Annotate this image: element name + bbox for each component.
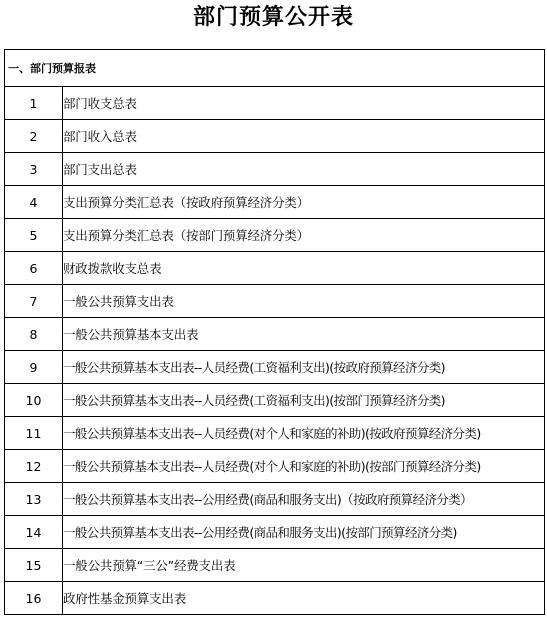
table-row bbox=[5, 582, 545, 615]
section-header-row bbox=[5, 50, 545, 87]
table-row bbox=[5, 120, 545, 153]
table-row bbox=[5, 285, 545, 318]
report-name: 一般公共预算基本支出表--人员经费(对个人和家庭的补助)(按政府预算经济分类) bbox=[63, 417, 545, 450]
table-row bbox=[5, 351, 545, 384]
report-name: 支出预算分类汇总表（按政府预算经济分类） bbox=[63, 186, 545, 219]
table-row bbox=[5, 219, 545, 252]
page-title: 部门预算公开表 bbox=[192, 5, 354, 30]
report-name: 政府性基金预算支出表 bbox=[63, 582, 545, 615]
report-name: 一般公共预算基本支出表--人员经费(对个人和家庭的补助)(按部门预算经济分类) bbox=[63, 450, 545, 483]
table-row bbox=[5, 417, 545, 450]
budget-report-table bbox=[4, 49, 545, 615]
table-row bbox=[5, 384, 545, 417]
report-name: 一般公共预算基本支出表--公用经费(商品和服务支出)(按部门预算经济分类) bbox=[63, 516, 545, 549]
row-number: 8 bbox=[5, 318, 63, 351]
row-number: 16 bbox=[5, 582, 63, 615]
row-number: 10 bbox=[5, 384, 63, 417]
report-name: 一般公共预算支出表 bbox=[63, 285, 545, 318]
report-name: 部门收支总表 bbox=[63, 87, 545, 120]
report-name: 部门收入总表 bbox=[63, 120, 545, 153]
table-row bbox=[5, 252, 545, 285]
report-name: 支出预算分类汇总表（按部门预算经济分类） bbox=[63, 219, 545, 252]
section-title: 一、部门预算报表 bbox=[5, 50, 545, 87]
row-number: 11 bbox=[5, 417, 63, 450]
table-row bbox=[5, 450, 545, 483]
row-number: 13 bbox=[5, 483, 63, 516]
row-number: 15 bbox=[5, 549, 63, 582]
report-name: 财政拨款收支总表 bbox=[63, 252, 545, 285]
report-name: 一般公共预算基本支出表 bbox=[63, 318, 545, 351]
report-name: 一般公共预算“三公”经费支出表 bbox=[63, 549, 545, 582]
report-name: 部门支出总表 bbox=[63, 153, 545, 186]
row-number: 9 bbox=[5, 351, 63, 384]
table-row bbox=[5, 318, 545, 351]
report-name: 一般公共预算基本支出表--人员经费(工资福利支出)(按部门预算经济分类) bbox=[63, 384, 545, 417]
row-number: 12 bbox=[5, 450, 63, 483]
row-number: 4 bbox=[5, 186, 63, 219]
table-row bbox=[5, 87, 545, 120]
report-name: 一般公共预算基本支出表--人员经费(工资福利支出)(按政府预算经济分类) bbox=[63, 351, 545, 384]
table-row bbox=[5, 483, 545, 516]
table-row bbox=[5, 549, 545, 582]
table-row bbox=[5, 186, 545, 219]
row-number: 6 bbox=[5, 252, 63, 285]
row-number: 2 bbox=[5, 120, 63, 153]
row-number: 14 bbox=[5, 516, 63, 549]
table-row bbox=[5, 516, 545, 549]
table-row bbox=[5, 153, 545, 186]
row-number: 3 bbox=[5, 153, 63, 186]
row-number: 5 bbox=[5, 219, 63, 252]
row-number: 7 bbox=[5, 285, 63, 318]
row-number: 1 bbox=[5, 87, 63, 120]
report-name: 一般公共预算基本支出表--公用经费(商品和服务支出)（按政府预算经济分类） bbox=[63, 483, 545, 516]
